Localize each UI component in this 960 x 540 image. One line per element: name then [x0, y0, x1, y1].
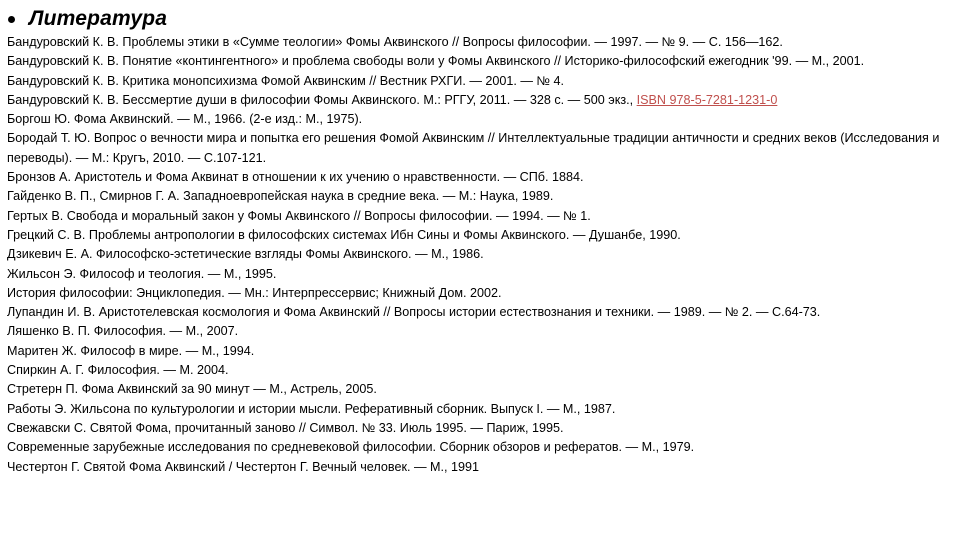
- reference-text: Боргош Ю. Фома Аквинский. — М., 1966. (2-е изд.: М., 1975).: [7, 112, 363, 127]
- reference-item: [7, 361, 955, 380]
- reference-list: [7, 33, 955, 477]
- reference-item: [7, 91, 955, 110]
- reference-item: [7, 129, 955, 168]
- reference-text: Ляшенко В. П. Философия. — М., 2007.: [7, 324, 239, 339]
- slide-title: Литература: [29, 7, 168, 30]
- reference-text: Бандуровский К. В. Проблемы этики в «Сумме теологии» Фомы Аквинского // Вопросы философии. — 1997. — № 9. — С. 156—162.: [7, 35, 783, 49]
- reference-text: Свежавски С. Святой Фома, прочитанный заново // Символ. № 33. Июль 1995. — Париж, 1995.: [7, 420, 564, 435]
- reference-text: Спиркин А. Г. Философия. — М. 2004.: [7, 363, 229, 378]
- reference-item: [7, 303, 955, 322]
- reference-text: Маритен Ж. Философ в мире. — М., 1994.: [7, 343, 255, 358]
- reference-text: Честертон Г. Святой Фома Аквинский / Честертон Г. Вечный человек. — М., 1991: [7, 459, 480, 474]
- reference-item: [7, 226, 955, 245]
- reference-item: [7, 72, 955, 91]
- reference-text: Дзикевич Е. А. Философско-эстетические взгляды Фомы Аквинского. — М., 1986.: [7, 247, 484, 262]
- bullet-icon: [8, 16, 15, 23]
- slide-heading: [8, 6, 167, 32]
- reference-text: Бандуровский К. В. Понятие «контингентного» и проблема свободы воли у Фомы Аквинского // Историко-философский ежегодник '99. — М., 2001.: [7, 54, 865, 69]
- reference-item: [7, 52, 955, 71]
- reference-item: [7, 438, 955, 457]
- reference-text: Бандуровский К. В. Бессмертие души в философии Фомы Аквинского. М.: РГГУ, 2011. — 328 с. — 500 экз.,: [7, 92, 637, 107]
- reference-text: Лупандин И. В. Аристотелевская космология и Фома Аквинский // Вопросы истории естествознания и техники. — 1989. — № 2. — С.64-73.: [7, 305, 821, 320]
- reference-text: Грецкий С. В. Проблемы антропологии в философских системах Ибн Сины и Фомы Аквинского. — Душанбе, 1990.: [7, 227, 681, 242]
- reference-text: Бронзов А. Аристотель и Фома Аквинат в отношении к их учению о нравственности. — СПб. 1884.: [7, 170, 584, 185]
- reference-item: [7, 265, 955, 284]
- reference-item: [7, 322, 955, 341]
- reference-item: [7, 419, 955, 438]
- reference-item: [7, 400, 955, 419]
- reference-item: [7, 284, 955, 303]
- reference-item: [7, 207, 955, 226]
- reference-item: [7, 168, 955, 187]
- reference-item: [7, 33, 955, 52]
- reference-item: [7, 187, 955, 206]
- reference-text: Гайденко В. П., Смирнов Г. А. Западноевропейская наука в средние века. — М.: Наука, 1989.: [7, 189, 554, 204]
- reference-text: Жильсон Э. Философ и теология. — М., 1995.: [7, 266, 277, 281]
- reference-text: Стретерн П. Фома Аквинский за 90 минут — М., Астрель, 2005.: [7, 382, 377, 397]
- reference-item: [7, 245, 955, 264]
- reference-text: Бандуровский К. В. Критика монопсихизма Фомой Аквинским // Вестник РХГИ. — 2001. — № 4.: [7, 73, 565, 88]
- reference-text: Современные зарубежные исследования по средневековой философии. Сборник обзоров и рефератов. — М., 1979.: [7, 440, 695, 455]
- reference-text: Гертых В. Свобода и моральный закон у Фомы Аквинского // Вопросы философии. — 1994. — № 1.: [7, 208, 591, 223]
- reference-item: [7, 380, 955, 399]
- reference-item: [7, 342, 955, 361]
- reference-text: Работы Э. Жильсона по культурологии и истории мысли. Реферативный сборник. Выпуск I. — М., 1987.: [7, 401, 616, 416]
- isbn-link[interactable]: ISBN 978-5-7281-1231-0: [636, 92, 778, 107]
- reference-text: История философии: Энциклопедия. — Мн.: Интерпрессервис; Книжный Дом. 2002.: [7, 285, 502, 300]
- reference-text: Бородай Т. Ю. Вопрос о вечности мира и попытка его решения Фомой Аквинским // Интеллектуальные традиции античности и средних веков (Исследования и переводы). — М.: Кругъ, 2010. — С.107-121.: [7, 131, 940, 165]
- reference-item: [7, 110, 955, 129]
- reference-item: [7, 458, 955, 477]
